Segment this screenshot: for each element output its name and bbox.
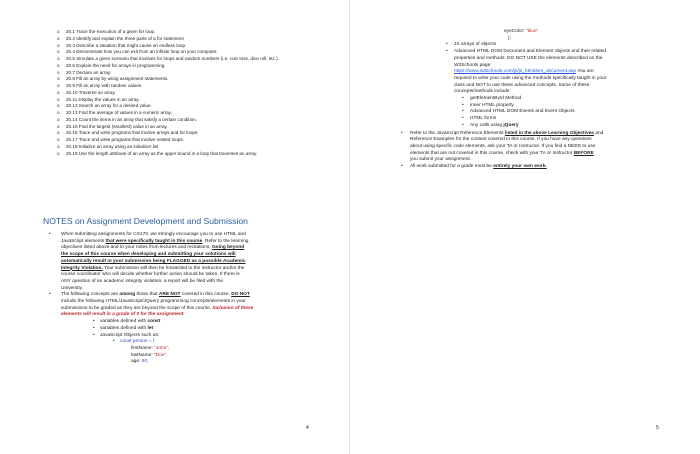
- code-line-eyecolor: eyeColor: "blue": [504, 29, 539, 34]
- code-line-lastname: lastName: "Doe",: [131, 352, 168, 358]
- page-number: 5: [656, 425, 659, 431]
- code-line-close: };: [508, 35, 511, 41]
- notes-bullet-2: • The following concepts are among those that ARE NOT covered in this course. DO NOT include the following HTML/JavaScript/JQuery programming concepts/elements in your submissions to be graded as they are beyond the scope of this course. Inclusion of these elements will result in a grade of 0 for the assignment.: [43, 292, 315, 319]
- sub-item-let: • variables defined with let: [43, 326, 315, 333]
- objective-item: o 20.8 Fill an array by using assignment statements.: [57, 76, 327, 83]
- objective-item: o 20.15 Find the largest (smallest) value in an array.: [57, 124, 327, 131]
- code-line-age: age: 50,: [131, 359, 149, 365]
- w3schools-link[interactable]: https://www.w3schools.com/js/js_htmldom_document.asp: [454, 69, 577, 75]
- objective-item: o 20.6 Explain the need for arrays in programming.: [57, 63, 327, 70]
- sub-item-const: • variables defined with const: [43, 319, 315, 326]
- page-number: 4: [306, 425, 309, 431]
- notes-bullet-1: • When submitting assignments for CS170, we strongly encourage you to use HTML and JavaScript elements that were specifically taught in this course. Refer to the learning objectives listed above and to your notes from lectures and recitations. Going beyond the scope of this course when developing and submitting your solutions will automatically result in your submission being FLAGGED as a possible Academic Integrity Violation. Your submission will then be forwarded to the instructor and/or the course coordinator who will decide whether further action should be taken. If there is ANY question of an academic integrity violation, a report will be filed with the University.: [43, 232, 315, 292]
- method-jquery: • Any calls using jQuery: [396, 123, 656, 130]
- sub-item-objects: • JavaScript Objects such as:: [43, 333, 315, 340]
- objective-item: o 20.19 Use the length attribute of an array as the upper bound in a loop that traverses an array.: [57, 151, 327, 158]
- objective-item: o 20.7 Declare an array.: [57, 70, 327, 77]
- objective-item: o 20.4 Demonstrate how you can exit from an infinite loop on your computer.: [57, 49, 327, 56]
- objective-item: o 20.9 Fill an array with random values.: [57, 83, 327, 90]
- item-js-arrays: • JS arrays of objects: [396, 42, 656, 49]
- notes-body: [43, 232, 315, 366]
- notes-heading: NOTES on Assignment Development and Submission: [43, 216, 248, 226]
- method-forms: • HTML forms: [396, 116, 656, 123]
- code-line-firstname: firstName: "John",: [131, 345, 170, 351]
- learning-objectives-list: [57, 29, 327, 157]
- objective-item: o 20.3 Describe a situation that might cause an endless loop.: [57, 43, 327, 50]
- objective-item: o 20.18 Initialize an array using an initializer list: [57, 144, 327, 151]
- objective-item: o 20.10 Traverse an array.: [57, 90, 327, 97]
- objective-item: o 20.2 Identify and explain the three parts of a for statement: [57, 36, 327, 43]
- objective-item: o 20.12 Search an array for a desired value.: [57, 103, 327, 110]
- objective-item: o 20.5 Simulate a given scenario that involves for loops and random numbers (i.e. coin toss, dice roll, etc.).: [57, 56, 327, 63]
- objective-item: o 20.1 Trace the execution of a given for loop.: [57, 29, 327, 36]
- objective-item: o 20.16 Trace and write programs that involve arrays and for loops.: [57, 130, 327, 137]
- refer-bullet: • Refer to the JavaScript Reference Elements listed in the above Learning Objectives and Reference Examples for the content covered in this course. If you have any questions about using specific code elements, ask your TA or Instructor. If you find a NEED to use elements that are not covered in this course, check with your TA or Instructor BEFORE you submit your assignment.: [396, 131, 656, 165]
- method-events: • Advanced HTML DOM Events and Event Objects: [396, 109, 656, 116]
- objective-item: o 20.14 Count the items in an array that satisfy a certain condition.: [57, 117, 327, 124]
- objective-item: o 20.11 Display the values in an array.: [57, 97, 327, 104]
- objective-item: o 20.17 Trace and write programs that involve nested loops.: [57, 137, 327, 144]
- right-page-body: [396, 29, 656, 171]
- method-getelementbyid: • getElementById Method: [396, 96, 656, 103]
- code-line-const: • const person = {: [43, 339, 315, 346]
- final-bullet: • All work submitted for a grade must be entirely your own work.: [396, 164, 656, 171]
- objective-item: o 20.13 Find the average of values in a numeric array.: [57, 110, 327, 117]
- method-innerhtml: • inner HTML property: [396, 103, 656, 110]
- item-dom: • Advanced HTML DOM Document and Element objects and their related properties and methods: DO NOT USE the elements described on the W3Schools page: https://www.w3schools.com/js/js_htmldom_document.asp You are required to write your code using the methods specifically taught in your class and NOT to use these advanced concepts. Some of these concepts/methods include:: [396, 49, 656, 96]
